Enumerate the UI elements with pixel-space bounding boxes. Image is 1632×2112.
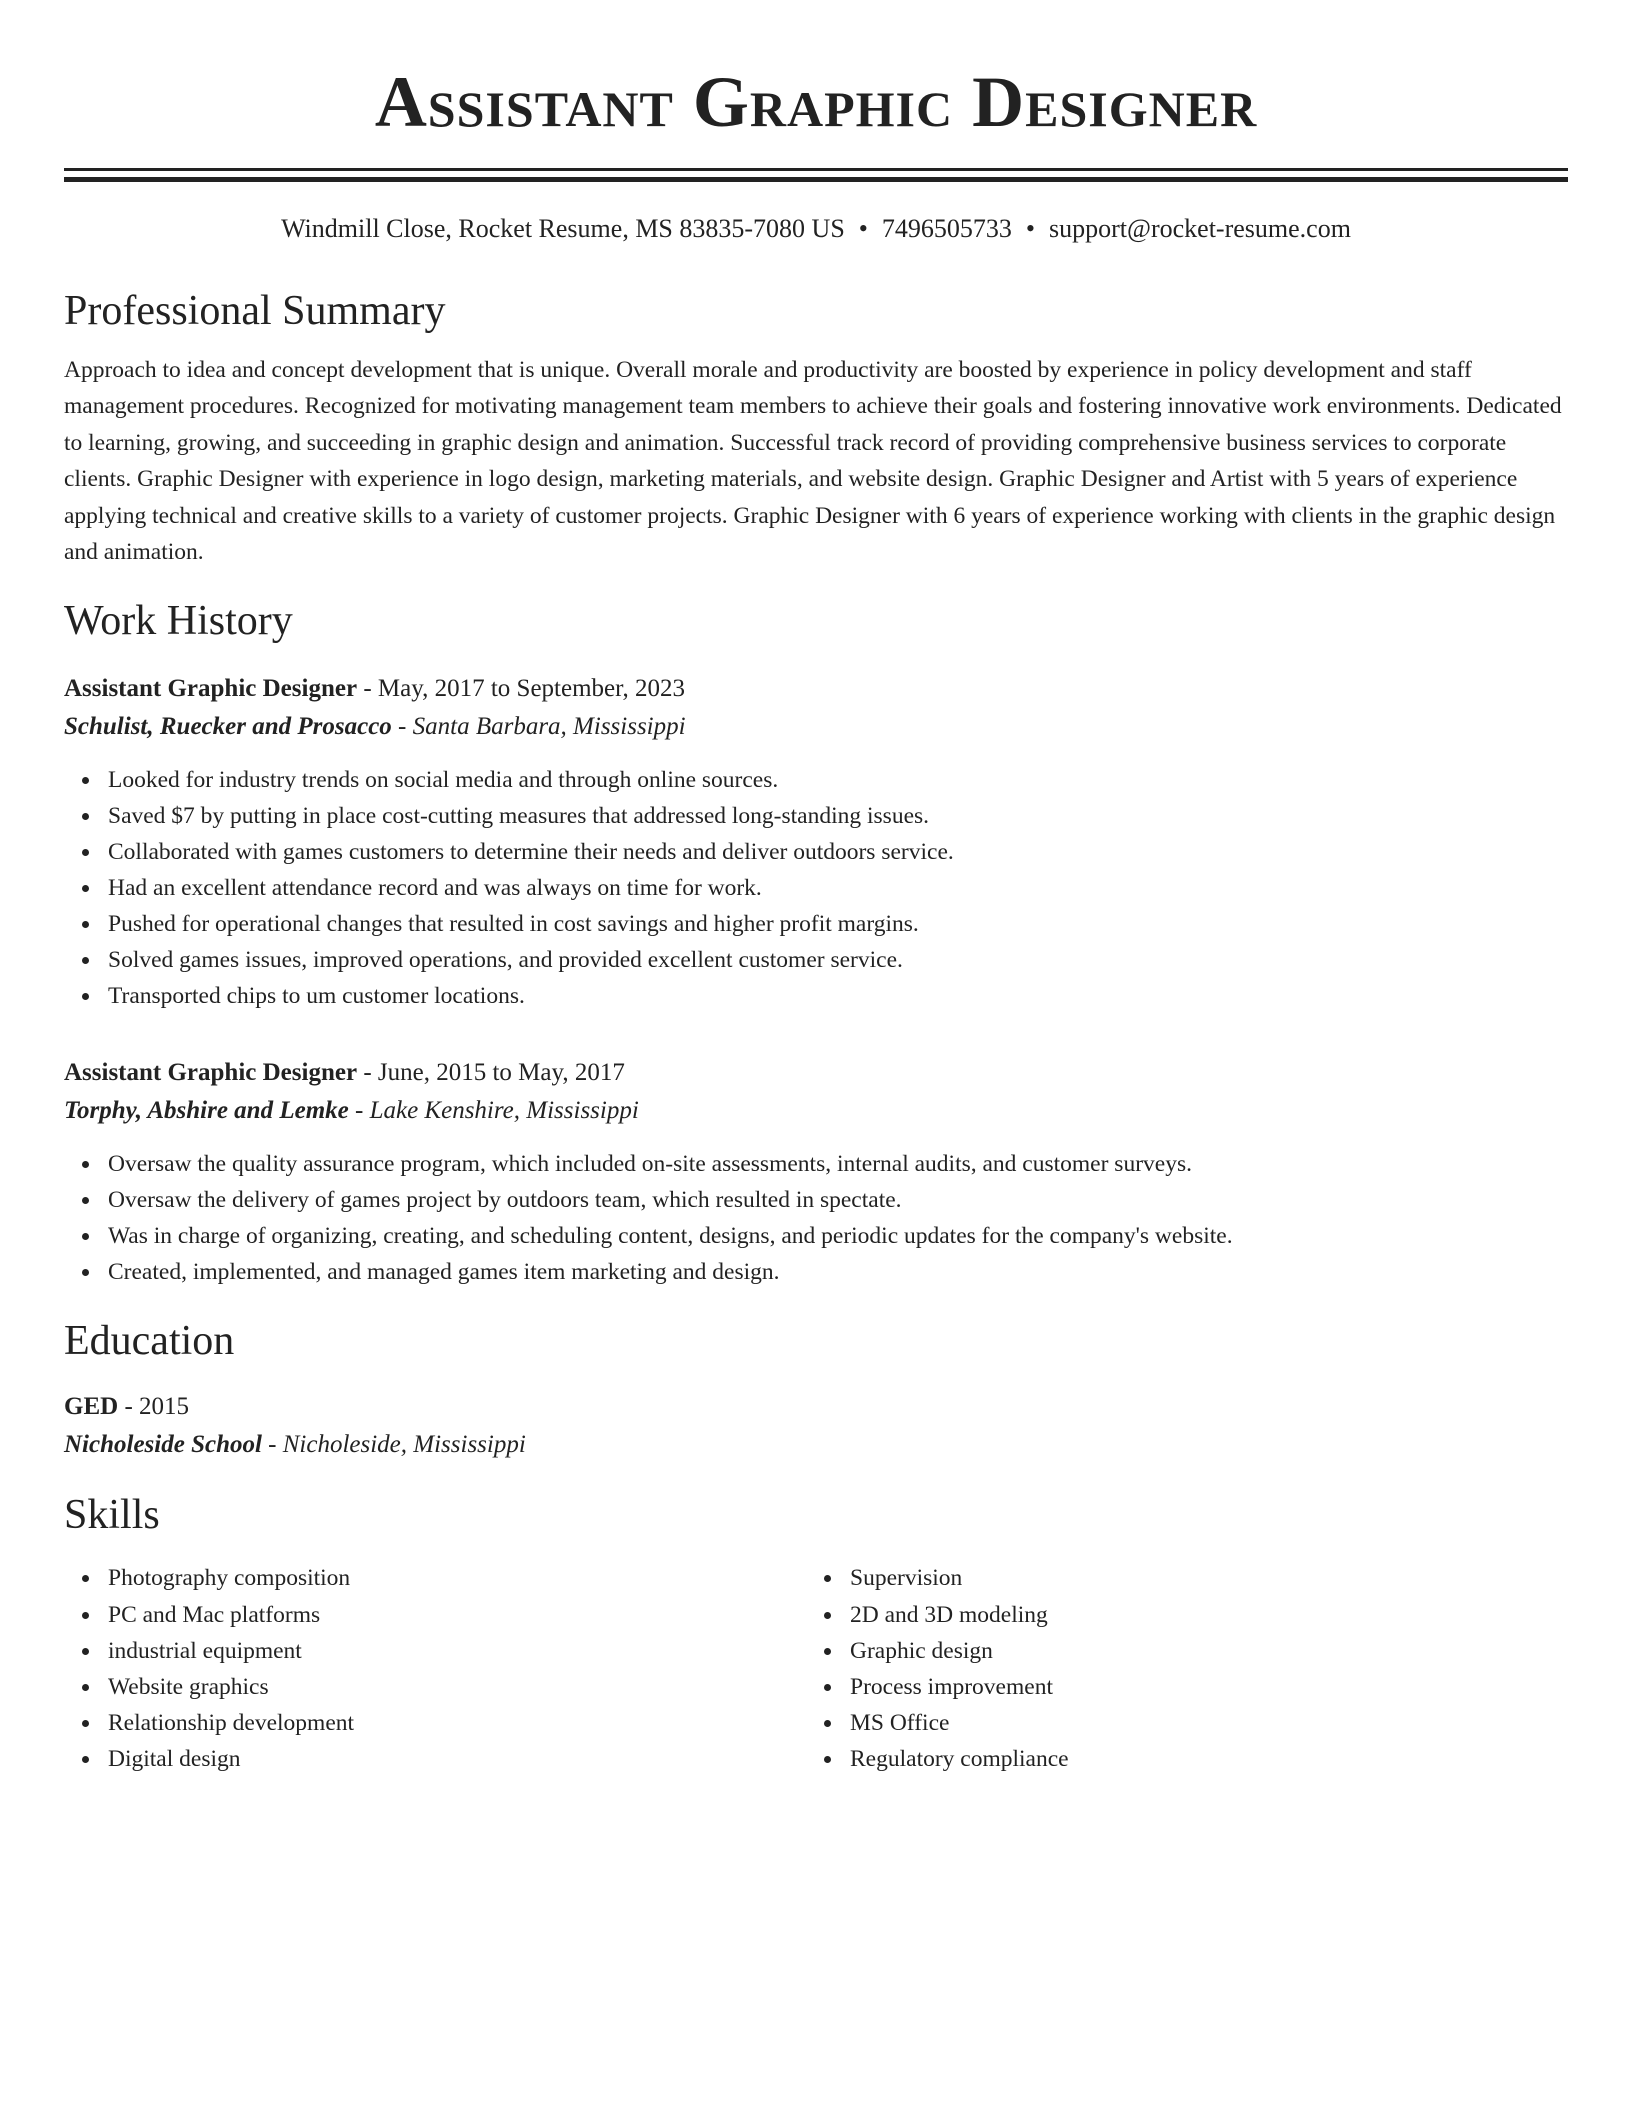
job-entry xyxy=(64,670,1568,1014)
skills-list-right xyxy=(806,1560,1548,1777)
list-item: Was in charge of organizing, creating, and scheduling content, designs, and periodic updates for the company's website. xyxy=(108,1218,1568,1254)
list-item: industrial equipment xyxy=(108,1633,806,1669)
list-item: 2D and 3D modeling xyxy=(850,1597,1548,1633)
list-item: Regulatory compliance xyxy=(850,1741,1548,1777)
job-company: Schulist, Ruecker and Prosacco xyxy=(64,713,392,741)
contact-email: support@rocket-resume.com xyxy=(1049,214,1351,243)
contact-separator: • xyxy=(858,214,868,243)
summary-heading: Professional Summary xyxy=(64,288,446,334)
list-item: Pushed for operational changes that resulted in cost savings and higher profit margins. xyxy=(108,906,1568,942)
dash: - xyxy=(261,1431,283,1459)
contact-separator: • xyxy=(1025,214,1036,243)
list-item: Solved games issues, improved operations, and provided excellent customer service. xyxy=(108,942,1568,978)
skills-columns xyxy=(64,1560,1568,1777)
dash: - xyxy=(357,1059,378,1087)
list-item: PC and Mac platforms xyxy=(108,1597,806,1633)
list-item: MS Office xyxy=(850,1705,1548,1741)
list-item: Digital design xyxy=(108,1741,806,1777)
job-dates: June, 2015 to May, 2017 xyxy=(377,1059,625,1087)
skills-heading: Skills xyxy=(64,1492,160,1539)
list-item: Oversaw the quality assurance program, which included on-site assessments, internal audits, and customer surveys. xyxy=(108,1146,1568,1182)
job-company: Torphy, Abshire and Lemke xyxy=(64,1097,349,1125)
list-item: Website graphics xyxy=(108,1669,806,1705)
list-item: Created, implemented, and managed games item marketing and design. xyxy=(108,1254,1568,1290)
dash: - xyxy=(391,713,413,741)
header-rule-bottom xyxy=(64,177,1568,182)
job-bullets xyxy=(64,1146,1568,1290)
job-location: Santa Barbara, Mississippi xyxy=(412,713,686,741)
education-entry xyxy=(64,1388,1568,1464)
summary-text: Approach to idea and concept development that is unique. Overall morale and productivity are boosted by experience in policy development and staff management procedures. Recognized for motivating management team members to achieve their goals and fostering innovative work environments. Dedicated to learning, growing, and succeeding in graphic design and animation. Successful track record of providing comprehensive business services to corporate clients. Graphic Designer with experience in logo design, marketing materials, and website design. Graphic Designer and Artist with 5 years of experience applying technical and creative skills to a variety of customer projects. Graphic Designer with 6 years of experience working with clients in the graphic design and animation. xyxy=(64,357,1562,566)
header-rule-top xyxy=(64,168,1568,171)
dash: - xyxy=(348,1097,370,1125)
education-school-line xyxy=(64,1426,1568,1464)
job-location: Lake Kenshire, Mississippi xyxy=(369,1097,639,1125)
list-item: Saved $7 by putting in place cost-cutting measures that addressed long-standing issues. xyxy=(108,798,1568,834)
dash: - xyxy=(118,1393,140,1421)
list-item: Graphic design xyxy=(850,1633,1548,1669)
list-item: Relationship development xyxy=(108,1705,806,1741)
education-year: 2015 xyxy=(139,1393,190,1421)
list-item: Transported chips to um customer locations. xyxy=(108,978,1568,1014)
list-item: Photography composition xyxy=(108,1560,806,1596)
job-entry xyxy=(64,1054,1568,1290)
skills-list-left xyxy=(64,1560,806,1777)
contact-phone: 7496505733 xyxy=(881,214,1012,243)
job-company-line xyxy=(64,1092,1568,1130)
resume-name: Assistant Graphic Designer xyxy=(374,62,1258,142)
contact-line xyxy=(64,212,1568,246)
education-location: Nicholeside, Mississippi xyxy=(282,1431,526,1459)
job-title-line xyxy=(64,670,1568,708)
work-history-heading: Work History xyxy=(64,598,293,645)
education-degree: GED xyxy=(64,1393,119,1421)
education-degree-line xyxy=(64,1388,1568,1426)
list-item: Oversaw the delivery of games project by outdoors team, which resulted in spectate. xyxy=(108,1182,1568,1218)
education-school: Nicholeside School xyxy=(64,1431,262,1459)
job-role: Assistant Graphic Designer xyxy=(64,675,358,703)
list-item: Had an excellent attendance record and was always on time for work. xyxy=(108,870,1568,906)
contact-address: Windmill Close, Rocket Resume, MS 83835-7080 US xyxy=(281,214,845,243)
list-item: Supervision xyxy=(850,1560,1548,1596)
dash: - xyxy=(357,675,378,703)
job-company-line xyxy=(64,708,1568,746)
list-item: Process improvement xyxy=(850,1669,1548,1705)
education-heading: Education xyxy=(64,1318,235,1365)
job-title-line xyxy=(64,1054,1568,1092)
list-item: Collaborated with games customers to determine their needs and deliver outdoors service. xyxy=(108,834,1568,870)
job-bullets xyxy=(64,762,1568,1014)
list-item: Looked for industry trends on social media and through online sources. xyxy=(108,762,1568,798)
job-dates: May, 2017 to September, 2023 xyxy=(377,675,685,703)
job-role: Assistant Graphic Designer xyxy=(64,1059,358,1087)
